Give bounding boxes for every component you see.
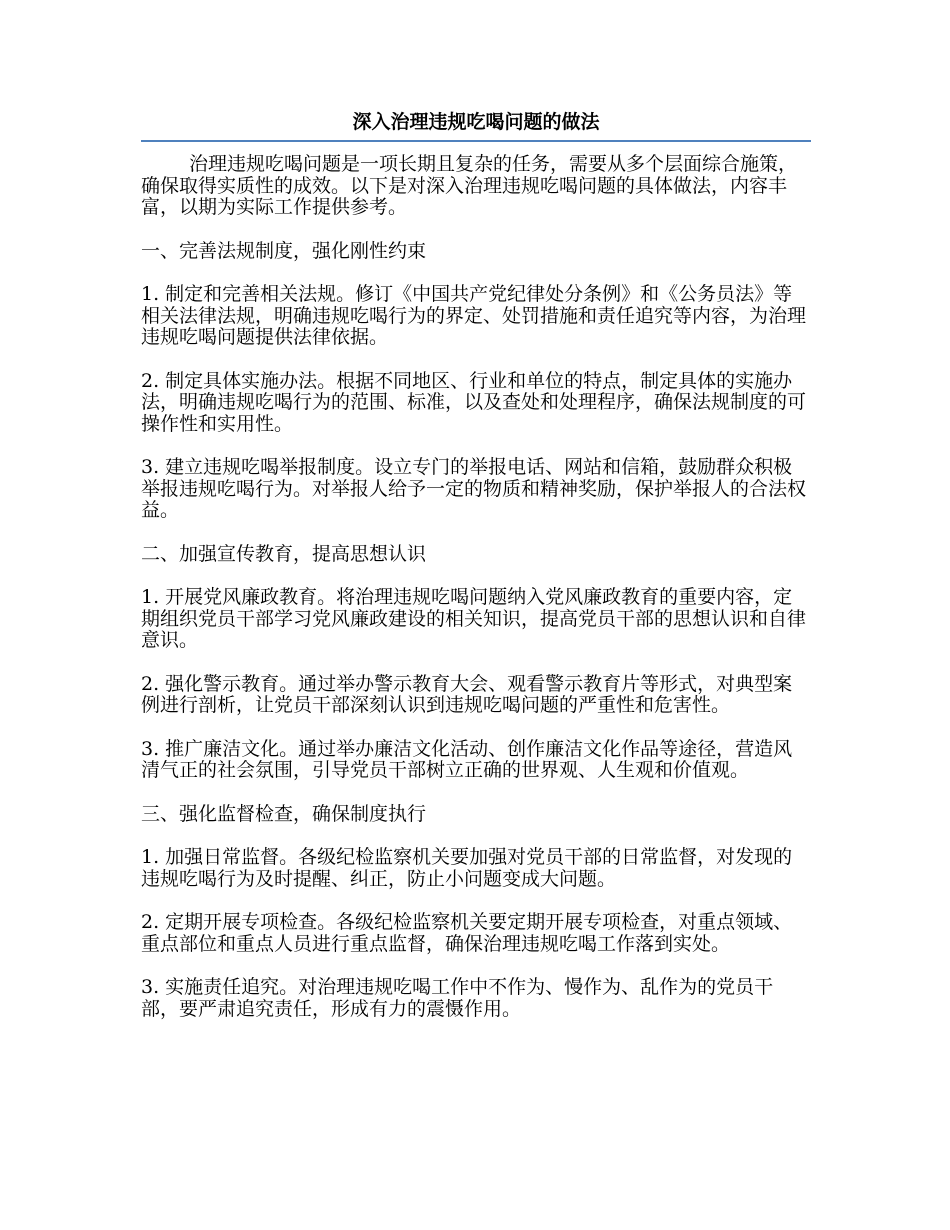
list-item: 3. 实施责任追究。对治理违规吃喝工作中不作为、慢作为、乱作为的党员干部，要严肃追究责任，形成有力的震慑作用。 <box>141 976 774 1020</box>
list-item: 3. 推广廉洁文化。通过举办廉洁文化活动、创作廉洁文化作品等途径，营造风清气正的社会氛围，引导党员干部树立正确的世界观、人生观和价值观。 <box>141 737 793 781</box>
section-heading: 一、完善法规制度，强化刚性约束 <box>141 239 427 262</box>
section-heading: 二、加强宣传教育，提高思想认识 <box>141 542 427 565</box>
title-underline <box>141 140 811 142</box>
list-item: 2. 定期开展专项检查。各级纪检监察机关要定期开展专项检查，对重点领域、重点部位和重点人员进行重点监督，确保治理违规吃喝工作落到实处。 <box>141 911 793 955</box>
list-item: 1. 开展党风廉政教育。将治理违规吃喝问题纳入党风廉政教育的重要内容，定期组织党员干部学习党风廉政建设的相关知识，提高党员干部的思想认识和自律意识。 <box>141 586 807 651</box>
document-title: 深入治理违规吃喝问题的做法 <box>352 111 600 133</box>
list-item: 3. 建立违规吃喝举报制度。设立专门的举报电话、网站和信箱，鼓励群众积极举报违规吃喝行为。对举报人给予一定的物质和精神奖励，保护举报人的合法权益。 <box>141 456 807 521</box>
section-1 <box>141 241 811 522</box>
list-item: 2. 强化警示教育。通过举办警示教育大会、观看警示教育片等形式，对典型案例进行剖析，让党员干部深刻认识到违规吃喝问题的严重性和危害性。 <box>141 672 793 716</box>
list-item: 2. 制定具体实施办法。根据不同地区、行业和单位的特点，制定具体的实施办法，明确违规吃喝行为的范围、标准，以及查处和处理程序，确保法规制度的可操作性和实用性。 <box>141 369 807 435</box>
intro-paragraph: 治理违规吃喝问题是一项长期且复杂的任务，需要从多个层面综合施策，确保取得实质性的成效。以下是对深入治理违规吃喝问题的具体做法，内容丰富，以期为实际工作提供参考。 <box>141 153 798 218</box>
section-heading: 三、强化监督检查，确保制度执行 <box>141 802 427 825</box>
list-item: 1. 制定和完善相关法规。修订《中国共产党纪律处分条例》和《公务员法》等相关法律法规，明确违规吃喝行为的界定、处罚措施和责任追究等内容，为治理违规吃喝问题提供法律依据。 <box>141 283 807 348</box>
section-3 <box>141 804 811 1021</box>
section-2 <box>141 544 811 782</box>
list-item: 1. 加强日常监督。各级纪检监察机关要加强对党员干部的日常监督，对发现的违规吃喝行为及时提醒、纠正，防止小问题变成大问题。 <box>141 846 793 890</box>
document-page <box>141 108 811 1042</box>
